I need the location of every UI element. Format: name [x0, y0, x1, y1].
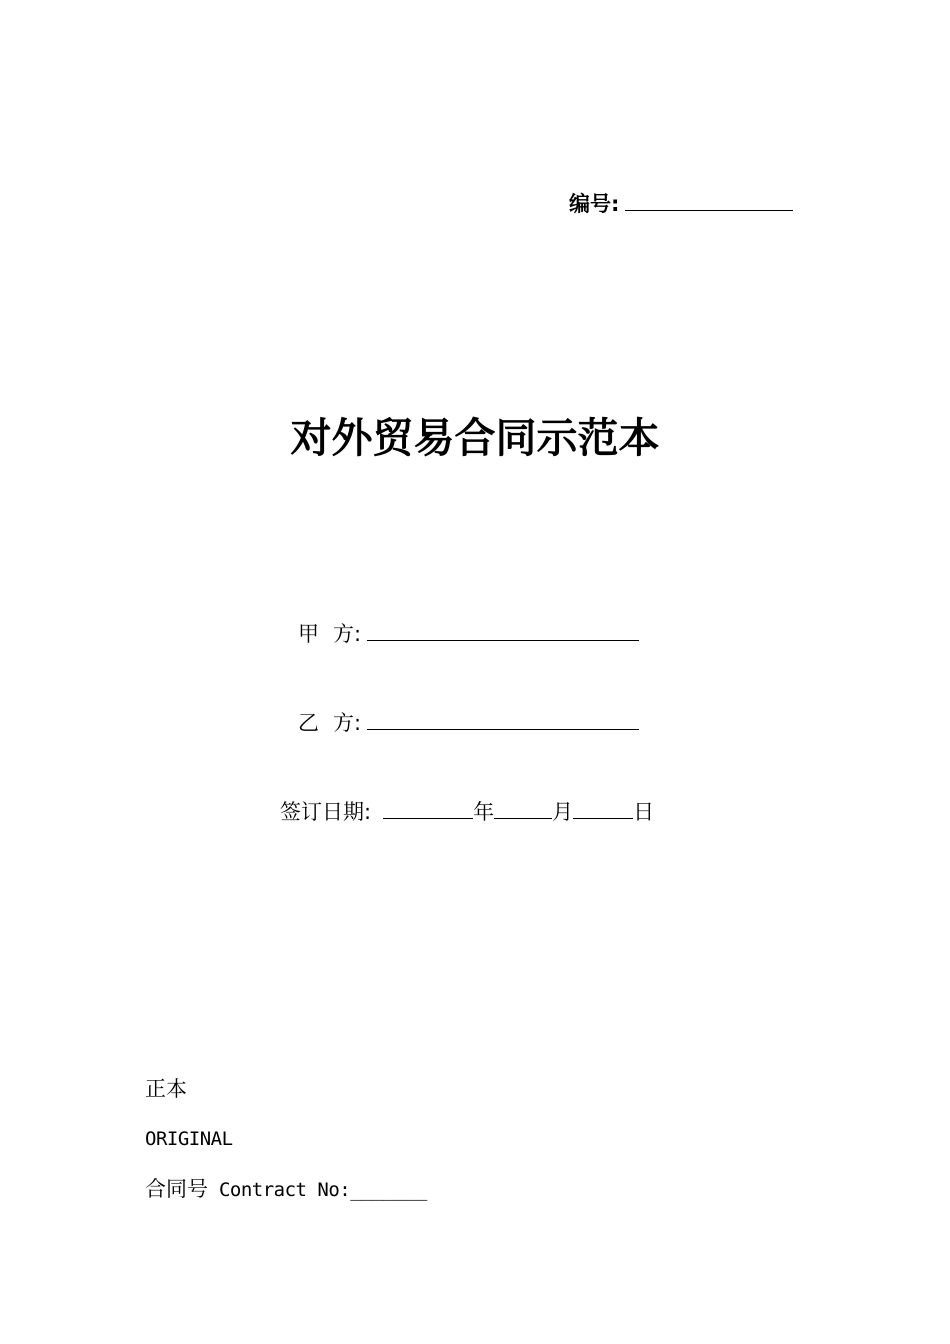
original-label-en: ORIGINAL — [145, 1128, 233, 1150]
party-b-field[interactable] — [367, 709, 639, 730]
party-a-line — [298, 619, 639, 649]
original-label-cn: 正本 — [145, 1077, 187, 1101]
document-title: 对外贸易合同示范本 — [290, 414, 660, 462]
signing-year-field[interactable] — [383, 796, 473, 819]
party-a-field[interactable] — [367, 620, 639, 641]
signing-date-label: 签订日期: — [280, 800, 372, 824]
party-b-label: 乙 — [298, 711, 319, 735]
month-label: 月 — [552, 800, 574, 824]
year-label: 年 — [473, 800, 495, 824]
contract-number-label-en: Contract No: — [208, 1179, 351, 1201]
signing-day-field[interactable] — [573, 796, 633, 819]
serial-number-label: 编号: — [569, 192, 620, 216]
party-b-suffix: 方: — [333, 711, 362, 735]
serial-number-field[interactable] — [625, 188, 793, 211]
party-a-suffix: 方: — [333, 622, 362, 646]
contract-number-label-cn: 合同号 — [145, 1177, 208, 1201]
contract-number-line — [145, 1175, 427, 1204]
contract-number-field[interactable]: _______ — [350, 1179, 427, 1201]
serial-number — [569, 188, 793, 219]
signing-month-field[interactable] — [494, 796, 552, 819]
signing-date-line — [280, 796, 654, 827]
day-label: 日 — [633, 800, 655, 824]
party-a-label: 甲 — [298, 622, 319, 646]
party-b-line — [298, 708, 639, 738]
